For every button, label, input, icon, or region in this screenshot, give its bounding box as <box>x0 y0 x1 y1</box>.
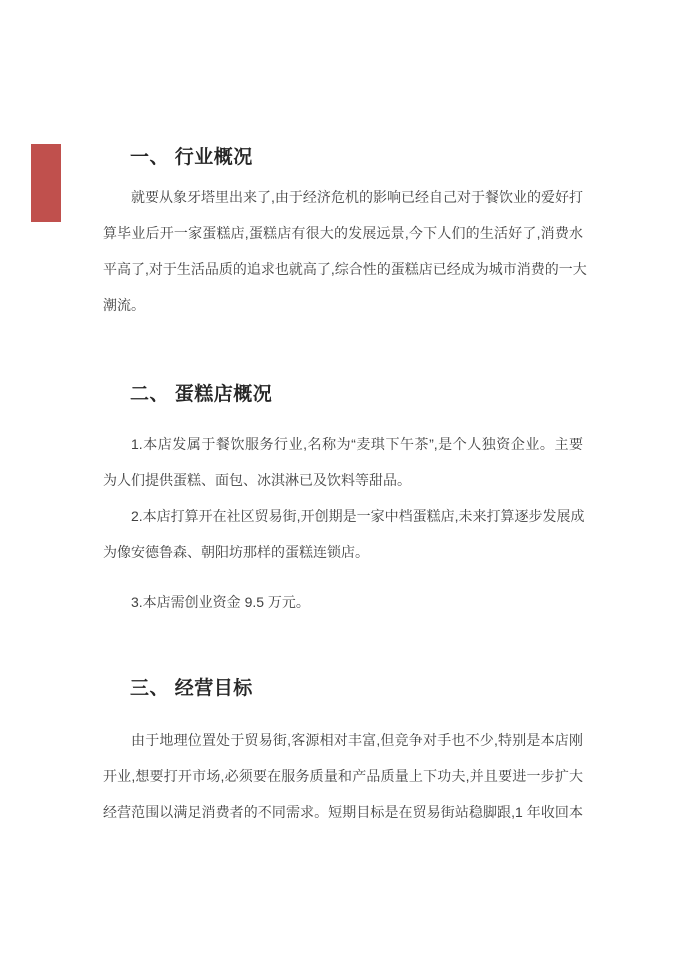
text-line: 经营范围以满足消费者的不同需求。短期目标是在贸易街站稳脚跟,1 年收回本 <box>103 804 583 820</box>
text-line: 就要从象牙塔里出来了,由于经济危机的影响已经自己对于餐饮业的爱好打 <box>131 189 583 205</box>
text-line: 由于地理位置处于贸易街,客源相对丰富,但竞争对手也不少,特别是本店刚 <box>131 732 583 748</box>
text-line: 潮流。 <box>103 297 145 313</box>
text-line: 算毕业后开一家蛋糕店,蛋糕店有很大的发展远景,今下人们的生活好了,消费水 <box>103 225 583 241</box>
paragraph <box>103 179 587 323</box>
text-line: 为像安德鲁森、朝阳坊那样的蛋糕连锁店。 <box>103 544 369 560</box>
section <box>103 381 583 620</box>
paragraph <box>103 498 583 570</box>
text-line: 3.本店需创业资金 9.5 万元。 <box>131 594 310 610</box>
section <box>103 144 587 323</box>
paragraph <box>103 426 583 498</box>
text-line: 开业,想要打开市场,必须要在服务质量和产品质量上下功夫,并且要进一步扩大 <box>103 768 583 784</box>
text-line: 平高了,对于生活品质的追求也就高了,综合性的蛋糕店已经成为城市消费的一大 <box>103 261 587 277</box>
text-line: 2.本店打算开在社区贸易街,开创期是一家中档蛋糕店,未来打算逐步发展成 <box>131 508 585 524</box>
section <box>103 675 583 830</box>
section-heading: 一、 行业概况 <box>130 147 253 168</box>
section-heading: 二、 蛋糕店概况 <box>130 384 273 405</box>
paragraph <box>103 722 583 830</box>
text-line: 为人们提供蛋糕、面包、冰淇淋已及饮料等甜品。 <box>103 472 411 488</box>
paragraph <box>103 584 583 620</box>
section-heading: 三、 经营目标 <box>130 678 253 699</box>
text-line: 1.本店发属于餐饮服务行业,名称为“麦琪下午茶”,是个人独资企业。主要 <box>131 436 583 452</box>
